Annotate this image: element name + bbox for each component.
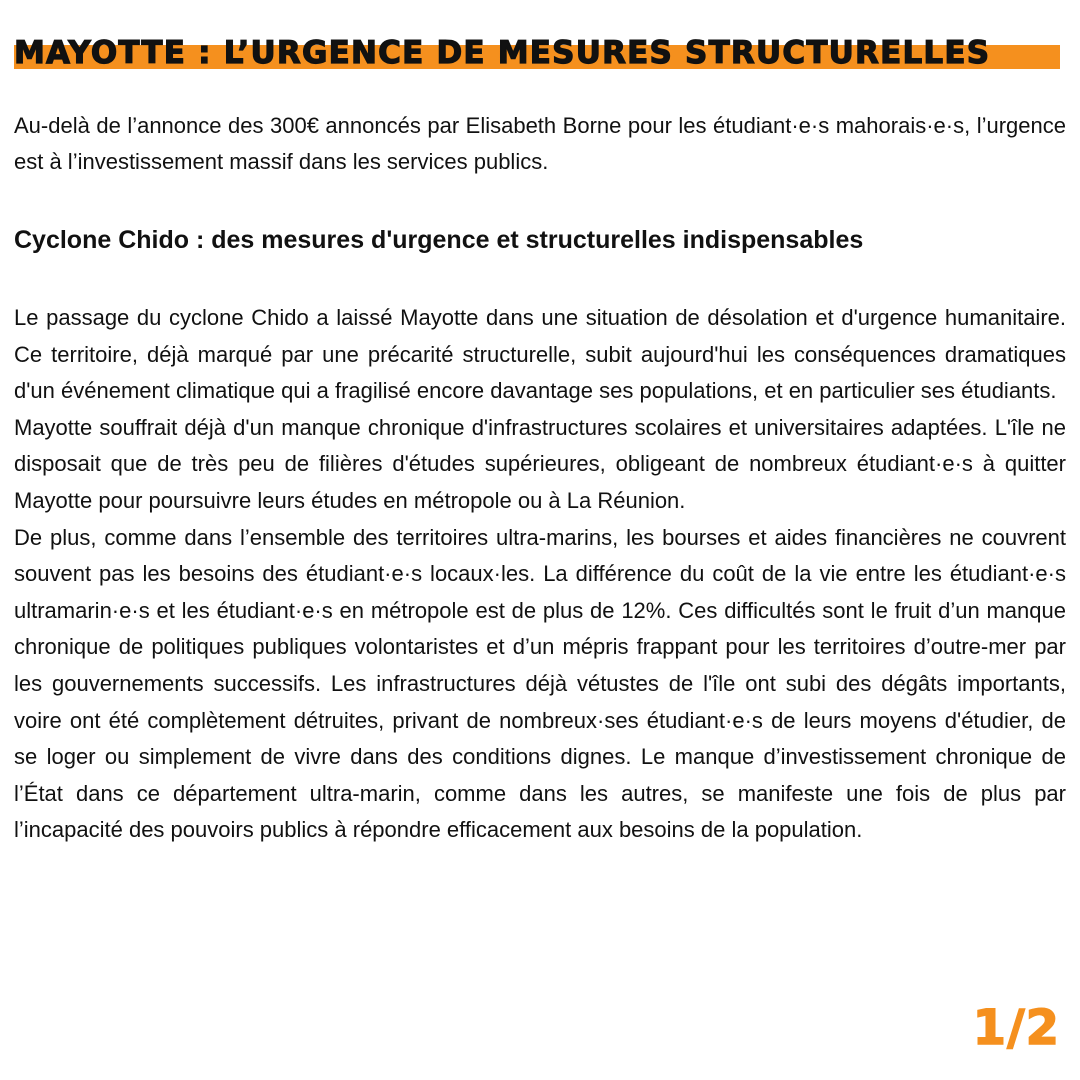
page-title: MAYOTTE : L’URGENCE DE MESURES STRUCTURELLES	[14, 35, 991, 71]
section-heading: Cyclone Chido : des mesures d'urgence et structurelles indispensables	[14, 226, 864, 254]
title-block	[14, 28, 1060, 80]
body-paragraph-2: Mayotte souffrait déjà d'un manque chronique d'infrastructures scolaires et universitaires adaptées. L'île ne disposait que de très peu de filières d'études supérieures, obligeant de nombreux étudiant·e·s à quitter Mayotte pour poursuivre leurs études en métropole ou à La Réunion.	[14, 414, 1066, 513]
article-body	[14, 300, 1066, 849]
intro-paragraph: Au-delà de l’annonce des 300€ annoncés par Elisabeth Borne pour les étudiant·e·s mahorais·e·s, l’urgence est à l’investissement massif dans les services publics.	[14, 113, 1066, 174]
body-paragraph-3: De plus, comme dans l’ensemble des territoires ultra-marins, les bourses et aides financières ne couvrent souvent pas les besoins des étudiant·e·s locaux·les. La différence du coût de la vie entre les étudiant·e·s ultramarin·e·s et les étudiant·e·s en métropole est de plus de 12%. Ces difficultés sont le fruit d’un manque chronique de politiques publiques volontaristes et d’un mépris frappant pour les territoires d’outre-mer par les gouvernements successifs. Les infrastructures déjà vétustes de l'île ont subi des dégâts importants, voire ont été complètement détruites, privant de nombreux·ses étudiant·e·s de leurs moyens d'étudier, de se loger ou simplement de vivre dans des conditions dignes. Le manque d’investissement chronique de l’État dans ce département ultra-marin, comme dans les autres, se manifeste une fois de plus par l’incapacité des pouvoirs publics à répondre efficacement aux besoins de la population.	[14, 524, 1066, 843]
page-indicator: 1/2	[972, 1000, 1060, 1056]
body-paragraph-1: Le passage du cyclone Chido a laissé Mayotte dans une situation de désolation et d'urgence humanitaire. Ce territoire, déjà marqué par une précarité structurelle, subit aujourd'hui les conséquences dramatiques d'un événement climatique qui a fragilisé encore davantage ses populations, et en particulier ses étudiants.	[14, 305, 1066, 404]
